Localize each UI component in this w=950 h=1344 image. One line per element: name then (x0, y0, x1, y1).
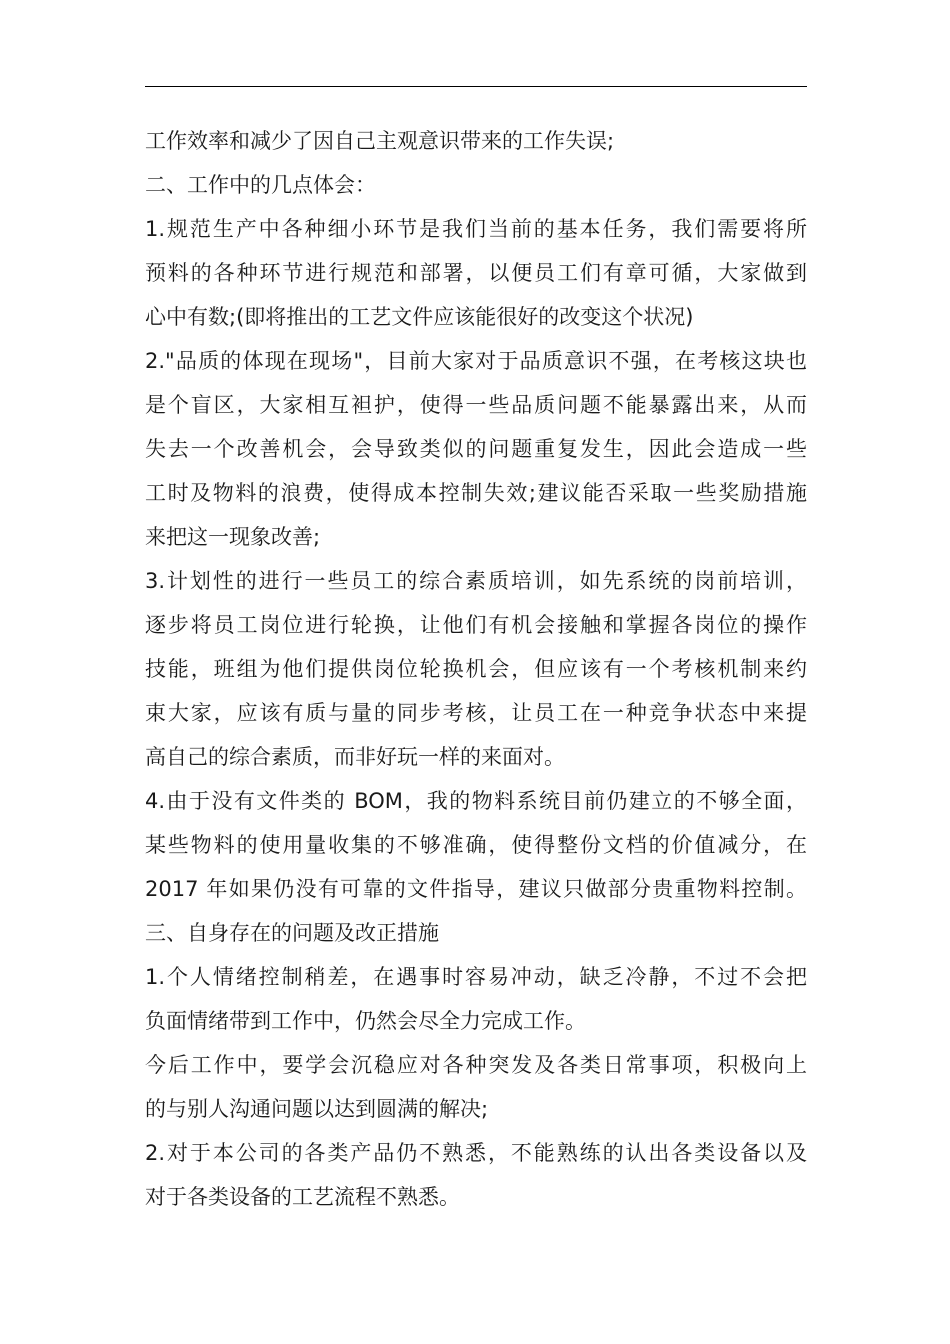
text-line: 2.对于本公司的各类产品仍不熟悉，不能熟练的认出各类设备以及 (145, 1141, 807, 1165)
document-body (145, 119, 807, 1219)
header-rule (145, 86, 807, 87)
text-line: 技能，班组为他们提供岗位轮换机会，但应该有一个考核机制来约 (145, 657, 807, 681)
text-line: 三、自身存在的问题及改正措施 (145, 921, 439, 945)
text-line: 负面情绪带到工作中，仍然会尽全力完成工作。 (145, 1009, 586, 1033)
text-line: 是个盲区，大家相互袒护，使得一些品质问题不能暴露出来，从而 (145, 393, 807, 417)
text-line: 2017 年如果仍没有可靠的文件指导，建议只做部分贵重物料控制。 (145, 877, 807, 901)
text-line: 1.个人情绪控制稍差，在遇事时容易冲动，缺乏冷静，不过不会把 (145, 965, 807, 989)
text-line: 心中有数;(即将推出的工艺文件应该能很好的改变这个状况) (145, 305, 694, 329)
text-line: 4.由于没有文件类的 BOM，我的物料系统目前仍建立的不够全面， (145, 789, 807, 813)
text-line: 3.计划性的进行一些员工的综合素质培训，如先系统的岗前培训， (145, 569, 807, 593)
text-line: 高自己的综合素质，而非好玩一样的来面对。 (145, 745, 565, 769)
text-line: 2."品质的体现在现场"，目前大家对于品质意识不强，在考核这块也 (145, 349, 807, 373)
text-line: 逐步将员工岗位进行轮换，让他们有机会接触和掌握各岗位的操作 (145, 613, 807, 637)
text-line: 二、工作中的几点体会： (145, 173, 376, 197)
text-line: 1.规范生产中各种细小环节是我们当前的基本任务，我们需要将所 (145, 217, 807, 241)
text-line: 来把这一现象改善; (145, 525, 321, 549)
text-line: 工时及物料的浪费，使得成本控制失效;建议能否采取一些奖励措施 (145, 481, 807, 505)
text-line: 失去一个改善机会，会导致类似的问题重复发生，因此会造成一些 (145, 437, 807, 461)
text-line: 对于各类设备的工艺流程不熟悉。 (145, 1185, 460, 1209)
text-line: 某些物料的使用量收集的不够准确，使得整份文档的价值减分，在 (145, 833, 807, 857)
text-line: 的与别人沟通问题以达到圆满的解决; (145, 1097, 489, 1121)
text-line: 工作效率和减少了因自己主观意识带来的工作失误; (145, 129, 615, 153)
text-line: 束大家，应该有质与量的同步考核，让员工在一种竞争状态中来提 (145, 701, 807, 725)
text-line: 今后工作中，要学会沉稳应对各种突发及各类日常事项，积极向上 (145, 1053, 807, 1077)
text-line: 预料的各种环节进行规范和部署，以便员工们有章可循，大家做到 (145, 261, 807, 285)
